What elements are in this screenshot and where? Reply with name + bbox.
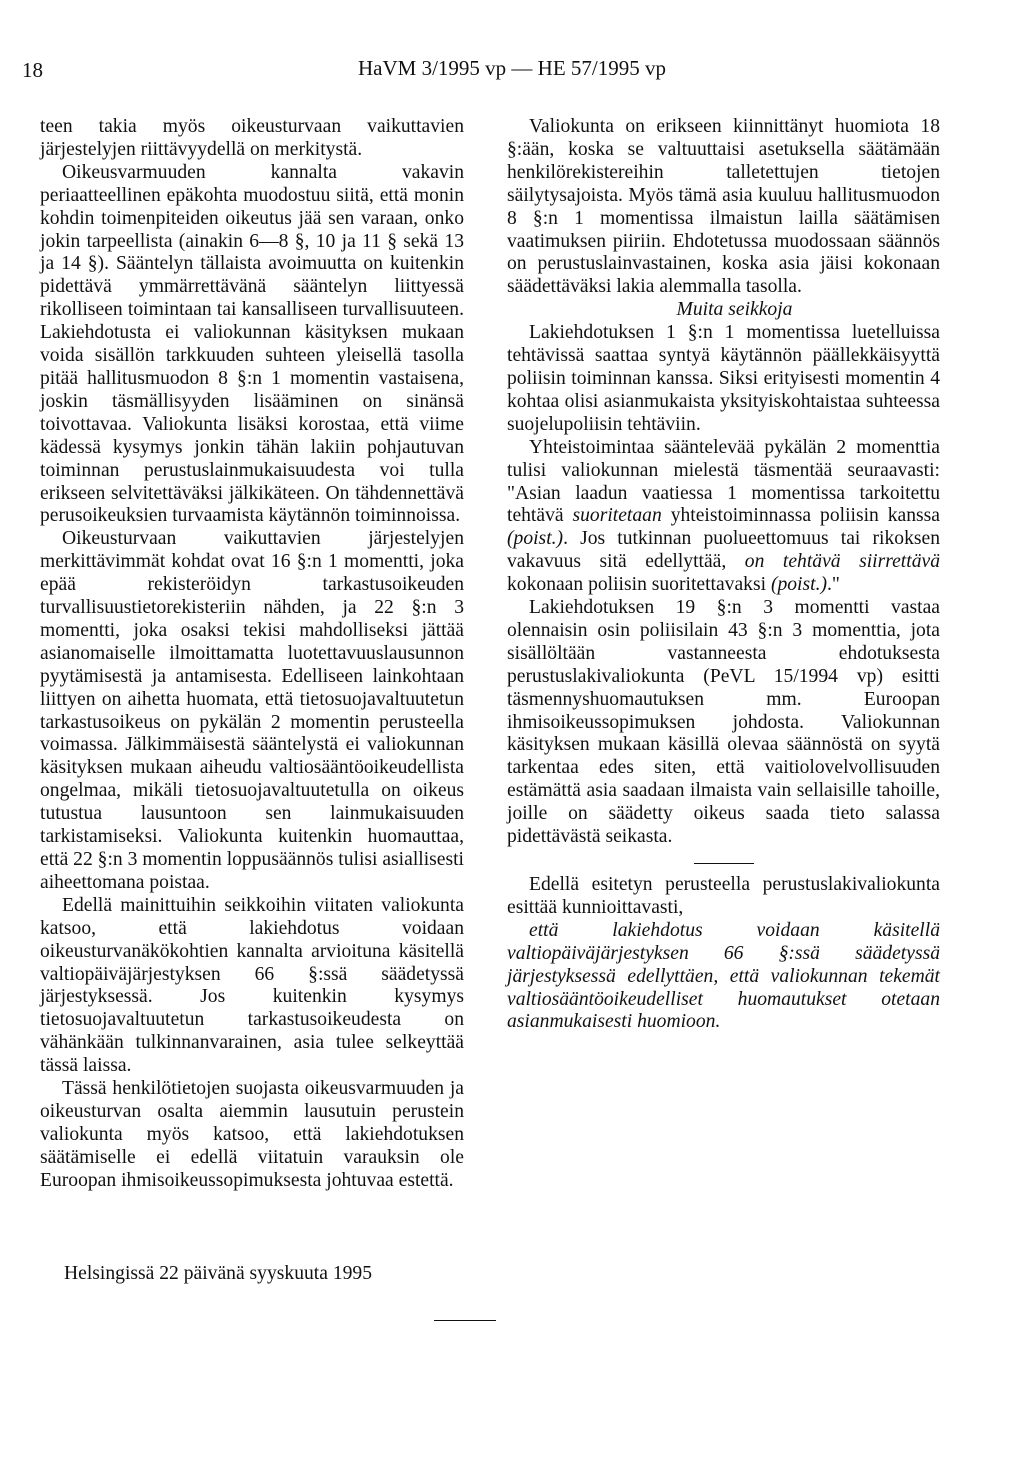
divider — [694, 863, 754, 864]
text-run: Yhteistoimintaa sääntelevää pykälän 2 momenttia tulisi valiokunnan mielestä täsmentää seuraavasti: "Asian laadun vaatiessa 1 momentissa tarkoitettu tehtävä — [507, 436, 940, 527]
right-column — [507, 116, 940, 1034]
left-column — [40, 116, 464, 1193]
paragraph — [507, 437, 940, 597]
paragraph: teen takia myös oikeusturvaan vaikuttavien järjestelyjen riittävyydellä on merkitystä. — [40, 116, 464, 160]
italic-run: (poist.) — [507, 528, 564, 550]
paragraph: Tässä henkilötietojen suojasta oikeusvarmuuden ja oikeusturvan osalta aiemmin lausutuin perustein valiokunta myös katsoo, että lakiehdotuksen säätämiselle ei edellä viitatuin varauksin ole Euroopan ihmisoikeussopimuksesta johtuvaa estettä. — [40, 1078, 464, 1191]
italic-run: (poist.) — [770, 574, 827, 596]
paragraph: Oikeusturvaan vaikuttavien järjestelyjen merkittävimmät kohdat ovat 16 §:n 1 momentti, joka epää rekisteröidyn tarkastusoikeuden turvallisuustietorekisteriin nähden, ja 22 §:n 3 momentti, joka osaksi tekisi mahdolliseksi jättää asianomaiselle ilmoittamatta luotettavuuslausunnon pyytämisestä ja antamisesta. Edelliseen lainkohtaan liittyen on aihetta huomata, että tietosuojavaltuutetun tarkastusoikeus on pykälän 2 momentin perusteella voimassa. Jälkimmäisestä sääntelystä ei valiokunnan käsityksen mukaan aiheudu valtiosääntöoikeudellista ongelmaa, mikäli tietosuojavaltuutetulla on oikeus tutustua lausuntoon sen lainmukaisuuden tarkistamiseksi. Valiokunta kuitenkin huomauttaa, että 22 §:n 3 momentin loppusäännös tulisi asiallisesti aiheettomana poistaa. — [40, 528, 464, 893]
italic-run: on tehtävä siirrettävä — [744, 551, 940, 573]
signature-date: Helsingissä 22 päivänä syyskuuta 1995 — [64, 1263, 373, 1284]
text-run: yhteistoiminnassa poliisin kanssa — [661, 505, 940, 527]
paragraph: Oikeusvarmuuden kannalta vakavin periaatteellinen epäkohta muodostuu siitä, että monin kohdin toimenpiteiden oikeutus jää sen varaan, onko jokin tarpeellista (ainakin 6—8 §, 10 ja 11 § sekä 13 ja 14 §). Sääntelyn tällaista avoimuutta on kuitenkin pidettävä ymmärrettävänä sääntelyn liittyessä rikolliseen toimintaan tai kansalliseen turvallisuuteen. Lakiehdotusta ei valiokunnan käsityksen mukaan voida sisällön tarkkuuden suhteen yleisellä tasolla pitää hallitusmuodon 8 §:n 1 momentin vastaisena, joskin täsmällisyyden lisääminen on sinänsä toivottavaa. Valiokunta lisäksi korostaa, että viime kädessä kysymys jonkin tähän lakiin pohjautuvan toiminnan perustuslainmukaisuudesta voi tulla erikseen selvitettäväksi jälkikäteen. On tähdennettävä perusoikeuksien turvaamista käytännön toiminnoissa. — [40, 161, 464, 527]
page-number: 18 — [22, 58, 43, 82]
section-heading: Muita seikkoja — [676, 299, 793, 321]
running-title: HaVM 3/1995 vp — HE 57/1995 vp — [358, 56, 666, 80]
text-run: . Jos tutkinnan puolueettomuus tai rikoksen vakavuus sitä edellyttää, — [507, 528, 940, 573]
paragraph: Lakiehdotuksen 1 §:n 1 momentissa luetelluissa tehtävissä saattaa syntyä käytännön päällekkäisyyttä poliisin toiminnan kanssa. Siksi erityisesti momentin 4 kohtaa olisi asianmukaista yksityiskohtaistaa suhteessa suojelupoliisin tehtäviin. — [507, 322, 940, 435]
paragraph: Edellä mainittuihin seikkoihin viitaten valiokunta katsoo, että lakiehdotus voidaan oikeusturvanäkökohtien kannalta arvioituna käsitellä valtiopäiväjärjestyksen 66 §:ssä säädetyssä järjestyksessä. Jos kuitenkin kysymys tietosuojavaltuutetun tarkastusoikeudesta on vähänkään tulkinnanvarainen, asia tulee selkeyttää tässä laissa. — [40, 894, 464, 1077]
divider — [434, 1320, 496, 1321]
text-run: ." — [827, 574, 840, 596]
text-run: kokonaan poliisin suoritettavaksi — [507, 574, 771, 596]
proposal-text: että lakiehdotus voidaan käsitellä valtiopäiväjärjestyksen 66 §:ssä säädetyssä järjestyksessä edellyttäen, että valiokunnan tekemät valtiosääntöoikeudelliset huomautukset otetaan asianmukaisesti huomioon. — [507, 919, 940, 1033]
paragraph: Valiokunta on erikseen kiinnittänyt huomiota 18 §:ään, koska se valtuuttaisi asetuksella säätämään henkilörekistereihin talletettujen tietojen säilytysajoista. Myös tämä asia kuuluu hallitusmuodon 8 §:n 1 momentissa ilmaistun lailla säätämisen vaatimuksen piiriin. Ehdotetussa muodossaan säännös on perustuslainvastainen, koska asia jäisi kokonaan säädettäväksi lakia alemmalla tasolla. — [507, 116, 940, 298]
paragraph: Lakiehdotuksen 19 §:n 3 momentti vastaa olennaisin osin poliisilain 43 §:n 3 momenttia, jota sisällöltään vastanneesta ehdotuksesta perustuslakivaliokunta (PeVL 15/1994 vp) esitti täsmennyshuomautuksen mm. Euroopan ihmisoikeussopimuksen johdosta. Valiokunnan käsityksen mukaan käsillä olevaa säännöstä on syytä tarkentaa edes siten, että vaitiolovelvollisuuden estämättä asia saadaan ilmaista vain sellaisille tahoille, joille on säädetty oikeus saada tieto salassa pidettävästä seikasta. — [507, 597, 940, 848]
italic-run: suoritetaan — [572, 505, 662, 527]
proposal-intro: Edellä esitetyn perusteella perustuslakivaliokunta esittää kunnioittavasti, — [507, 874, 940, 918]
